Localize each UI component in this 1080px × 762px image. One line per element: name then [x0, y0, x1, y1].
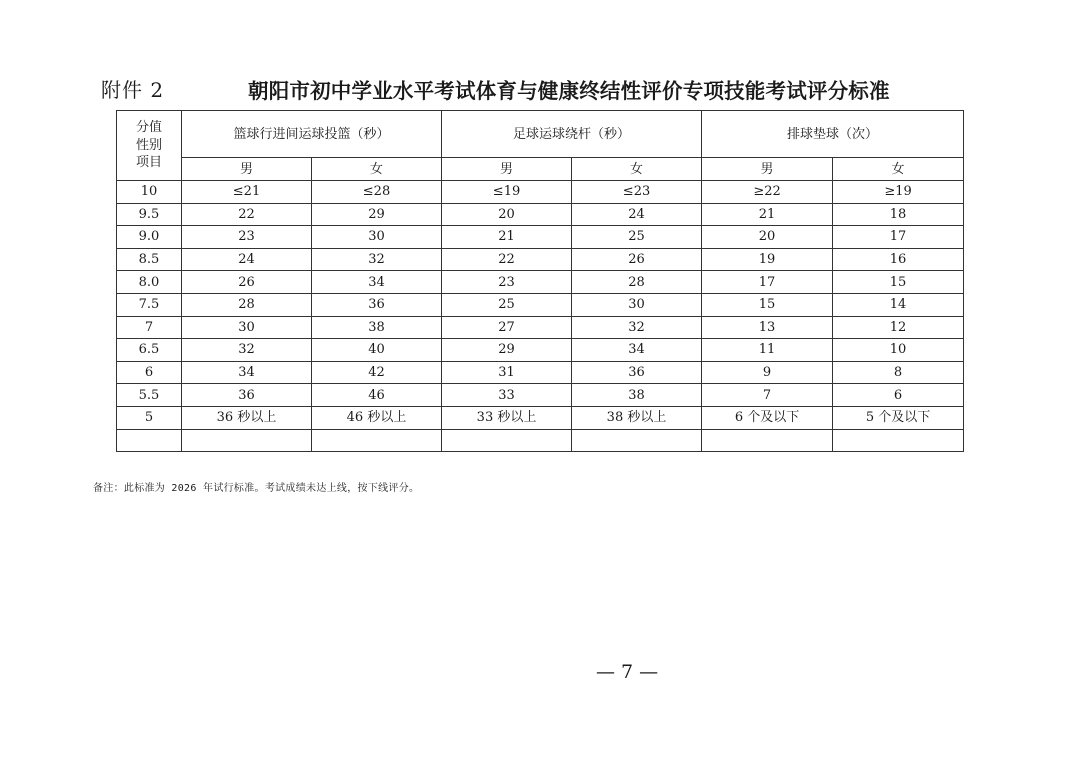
- table-row: [117, 339, 964, 362]
- basketball-male-cell: 23: [182, 226, 312, 249]
- basketball-male-cell: 26: [182, 271, 312, 294]
- football-female-cell: 38 秒以上: [572, 406, 702, 429]
- football-female-cell: [572, 429, 702, 452]
- volleyball-female-cell: 5 个及以下: [833, 406, 964, 429]
- basketball-male-cell: 30: [182, 316, 312, 339]
- volleyball-female-cell: ≥19: [833, 181, 964, 204]
- score-cell: [117, 429, 182, 452]
- football-female-cell: 34: [572, 339, 702, 362]
- basketball-female-cell: 32: [312, 248, 442, 271]
- basketball-female-cell: 40: [312, 339, 442, 362]
- basketball-female-cell: ≤28: [312, 181, 442, 204]
- table-row: [117, 203, 964, 226]
- volleyball-male-cell: 19: [702, 248, 833, 271]
- basketball-female-cell: 46: [312, 384, 442, 407]
- gender-header-female: 女: [312, 158, 442, 181]
- score-cell: 9.5: [117, 203, 182, 226]
- table-row: [117, 248, 964, 271]
- gender-header-male: 男: [182, 158, 312, 181]
- basketball-male-cell: 24: [182, 248, 312, 271]
- football-male-cell: 31: [442, 361, 572, 384]
- group-header-volleyball: 排球垫球（次）: [702, 111, 964, 158]
- table-row: [117, 181, 964, 204]
- volleyball-male-cell: ≥22: [702, 181, 833, 204]
- football-male-cell: 29: [442, 339, 572, 362]
- table-row: [117, 361, 964, 384]
- scoring-table: [116, 110, 964, 452]
- football-male-cell: ≤19: [442, 181, 572, 204]
- corner-gender-label: 性别: [135, 137, 162, 153]
- score-cell: 6: [117, 361, 182, 384]
- volleyball-female-cell: 12: [833, 316, 964, 339]
- attachment-label: 附件 2: [101, 78, 165, 102]
- score-cell: 7.5: [117, 293, 182, 316]
- document-title: 朝阳市初中学业水平考试体育与健康终结性评价专项技能考试评分标准: [248, 79, 890, 103]
- basketball-male-cell: 36 秒以上: [182, 406, 312, 429]
- volleyball-female-cell: 10: [833, 339, 964, 362]
- score-cell: 5: [117, 406, 182, 429]
- basketball-male-cell: 36: [182, 384, 312, 407]
- basketball-female-cell: 46 秒以上: [312, 406, 442, 429]
- basketball-male-cell: ≤21: [182, 181, 312, 204]
- table-row: [117, 316, 964, 339]
- football-male-cell: 22: [442, 248, 572, 271]
- corner-item-label: 项目: [135, 155, 162, 171]
- football-male-cell: 25: [442, 293, 572, 316]
- football-male-cell: 27: [442, 316, 572, 339]
- volleyball-male-cell: 7: [702, 384, 833, 407]
- basketball-female-cell: 30: [312, 226, 442, 249]
- football-male-cell: 33 秒以上: [442, 406, 572, 429]
- volleyball-female-cell: 14: [833, 293, 964, 316]
- score-cell: 5.5: [117, 384, 182, 407]
- basketball-male-cell: 32: [182, 339, 312, 362]
- volleyball-male-cell: 17: [702, 271, 833, 294]
- group-header-basketball: 篮球行进间运球投篮（秒）: [182, 111, 442, 158]
- volleyball-male-cell: 20: [702, 226, 833, 249]
- basketball-male-cell: 22: [182, 203, 312, 226]
- volleyball-male-cell: 11: [702, 339, 833, 362]
- football-female-cell: 25: [572, 226, 702, 249]
- volleyball-male-cell: [702, 429, 833, 452]
- score-cell: 8.0: [117, 271, 182, 294]
- group-header-football: 足球运球绕杆（秒）: [442, 111, 702, 158]
- volleyball-male-cell: 6 个及以下: [702, 406, 833, 429]
- volleyball-male-cell: 15: [702, 293, 833, 316]
- volleyball-female-cell: 17: [833, 226, 964, 249]
- gender-header-male: 男: [702, 158, 833, 181]
- football-female-cell: 30: [572, 293, 702, 316]
- table-body: [117, 181, 964, 452]
- football-female-cell: 26: [572, 248, 702, 271]
- corner-score-label: 分值: [135, 120, 162, 136]
- table-row: [117, 429, 964, 452]
- basketball-male-cell: 34: [182, 361, 312, 384]
- footnote: 备注：此标准为 2026 年试行标准。考试成绩未达上线，按下线评分。: [93, 483, 420, 494]
- gender-header-female: 女: [833, 158, 964, 181]
- football-female-cell: 38: [572, 384, 702, 407]
- football-male-cell: [442, 429, 572, 452]
- header-row-genders: [117, 158, 964, 181]
- gender-header-male: 男: [442, 158, 572, 181]
- corner-header-cell: [117, 111, 182, 181]
- basketball-female-cell: 38: [312, 316, 442, 339]
- page-number: — 7 —: [596, 661, 659, 683]
- basketball-male-cell: 28: [182, 293, 312, 316]
- table-row: [117, 406, 964, 429]
- volleyball-female-cell: 16: [833, 248, 964, 271]
- score-cell: 7: [117, 316, 182, 339]
- football-female-cell: 24: [572, 203, 702, 226]
- volleyball-female-cell: [833, 429, 964, 452]
- volleyball-male-cell: 21: [702, 203, 833, 226]
- table-row: [117, 293, 964, 316]
- table-row: [117, 271, 964, 294]
- table-row: [117, 384, 964, 407]
- basketball-female-cell: 42: [312, 361, 442, 384]
- basketball-female-cell: 34: [312, 271, 442, 294]
- score-cell: 8.5: [117, 248, 182, 271]
- basketball-male-cell: [182, 429, 312, 452]
- volleyball-male-cell: 13: [702, 316, 833, 339]
- volleyball-female-cell: 6: [833, 384, 964, 407]
- football-male-cell: 20: [442, 203, 572, 226]
- football-female-cell: 32: [572, 316, 702, 339]
- table-row: [117, 226, 964, 249]
- score-cell: 6.5: [117, 339, 182, 362]
- basketball-female-cell: [312, 429, 442, 452]
- football-female-cell: 36: [572, 361, 702, 384]
- football-male-cell: 21: [442, 226, 572, 249]
- volleyball-female-cell: 18: [833, 203, 964, 226]
- score-cell: 9.0: [117, 226, 182, 249]
- volleyball-female-cell: 8: [833, 361, 964, 384]
- football-female-cell: ≤23: [572, 181, 702, 204]
- basketball-female-cell: 29: [312, 203, 442, 226]
- header-row-groups: [117, 111, 964, 158]
- football-male-cell: 33: [442, 384, 572, 407]
- volleyball-female-cell: 15: [833, 271, 964, 294]
- gender-header-female: 女: [572, 158, 702, 181]
- football-female-cell: 28: [572, 271, 702, 294]
- football-male-cell: 23: [442, 271, 572, 294]
- volleyball-male-cell: 9: [702, 361, 833, 384]
- score-cell: 10: [117, 181, 182, 204]
- basketball-female-cell: 36: [312, 293, 442, 316]
